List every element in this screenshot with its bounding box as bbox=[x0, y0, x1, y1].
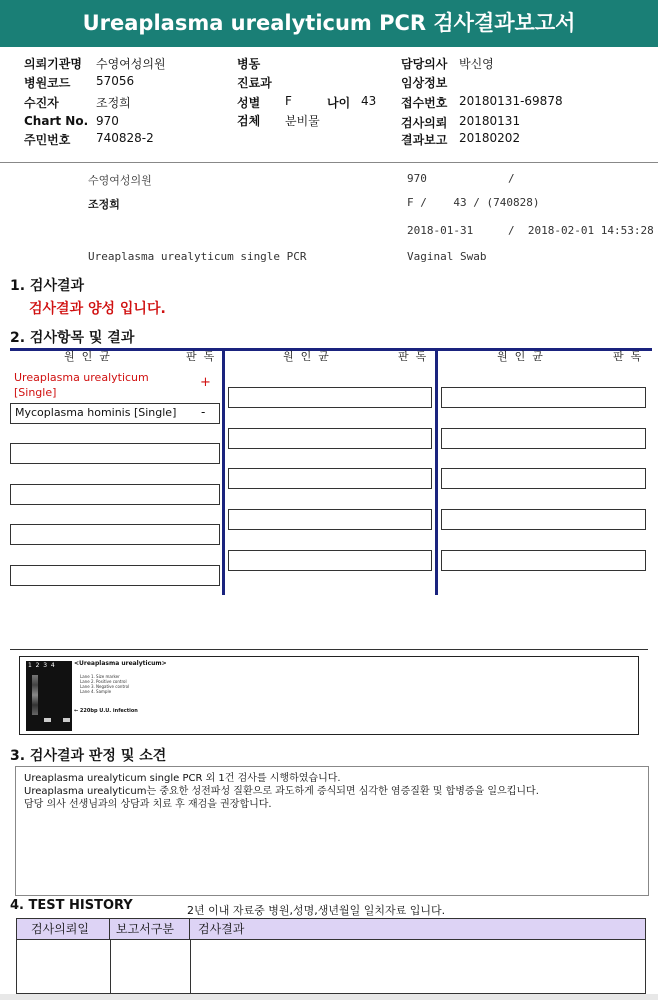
remark-line: 담당 의사 선생님과의 상담과 치료 후 재검을 권장합니다. bbox=[24, 799, 272, 810]
empty-row bbox=[228, 428, 432, 449]
remark-box bbox=[15, 766, 649, 896]
report-label: 결과보고 bbox=[401, 133, 448, 147]
history-col-result: 검사결과 bbox=[198, 922, 245, 936]
band bbox=[63, 718, 70, 722]
section4-title: 4. TEST HISTORY bbox=[10, 898, 133, 913]
hospital-value: 수영여성의원 bbox=[96, 57, 166, 71]
item-result: + bbox=[200, 375, 211, 390]
specimen-value: 분비물 bbox=[285, 114, 320, 128]
legend-line: Lane 4. Sample bbox=[80, 689, 112, 694]
column-divider bbox=[190, 940, 191, 994]
summary-test: Ureaplasma urealyticum single PCR bbox=[88, 250, 307, 263]
column-divider bbox=[110, 940, 111, 994]
gel-image bbox=[26, 661, 72, 731]
summary-hospital: 수영여성의원 bbox=[88, 174, 152, 187]
report-value: 20180202 bbox=[459, 131, 521, 145]
receipt-value: 20180131-69878 bbox=[459, 94, 563, 108]
gel-band-label: ← 220bp U.U. infection bbox=[74, 708, 138, 714]
history-col-date: 검사의뢰일 bbox=[17, 919, 110, 940]
col-pathogen-2: 원 인 균 bbox=[283, 350, 329, 363]
empty-row bbox=[10, 484, 220, 505]
band bbox=[44, 718, 51, 722]
col-judge-3: 판 독 bbox=[613, 350, 642, 363]
summary-sex-age: F / 43 / (740828) bbox=[407, 196, 540, 209]
item-name: Ureaplasma urealyticum [Single] bbox=[14, 371, 149, 399]
empty-row bbox=[441, 509, 646, 530]
summary-date1: 2018-01-31 bbox=[407, 224, 474, 237]
empty-row bbox=[228, 550, 432, 571]
age-label: 나이 bbox=[327, 96, 351, 110]
col-judge-1: 판 독 bbox=[186, 350, 215, 363]
section1-title: 1. 검사결과 bbox=[10, 278, 85, 294]
dept-label: 진료과 bbox=[237, 76, 272, 90]
reg-label: 주민번호 bbox=[24, 133, 71, 147]
receipt-label: 접수번호 bbox=[401, 96, 448, 110]
history-header bbox=[17, 919, 645, 940]
empty-row bbox=[228, 387, 432, 408]
summary-slash: / bbox=[508, 172, 515, 185]
empty-row bbox=[441, 387, 646, 408]
col-judge-2: 판 독 bbox=[398, 350, 427, 363]
hospital-label: 의뢰기관명 bbox=[24, 57, 82, 71]
doctor-value: 박신영 bbox=[459, 57, 494, 71]
request-value: 20180131 bbox=[459, 114, 521, 128]
empty-row bbox=[10, 565, 220, 586]
chart-label: Chart No. bbox=[24, 114, 89, 128]
summary-chart: 970 bbox=[407, 172, 427, 185]
report-title: Ureaplasma urealyticum PCR 검사결과보고서 bbox=[0, 0, 658, 47]
divider bbox=[0, 162, 658, 163]
item-result: - bbox=[201, 405, 206, 419]
empty-row bbox=[441, 468, 646, 489]
empty-row bbox=[441, 428, 646, 449]
marker-ladder bbox=[32, 675, 38, 715]
empty-row bbox=[10, 524, 220, 545]
remark-line: Ureaplasma urealyticum single PCR 외 1건 검사를 시행하였습니다. bbox=[24, 773, 341, 784]
empty-row bbox=[228, 468, 432, 489]
code-value: 57056 bbox=[96, 74, 135, 88]
history-note: 2년 이내 자료중 병원,성명,생년월일 일치자료 입니다. bbox=[187, 904, 446, 917]
item-row-ureaplasma bbox=[11, 370, 219, 402]
result-text: 검사결과 양성 입니다. bbox=[29, 301, 166, 317]
specimen-label: 검체 bbox=[237, 114, 261, 128]
clinical-label: 임상정보 bbox=[401, 76, 448, 90]
item-name: Mycoplasma hominis [Single] bbox=[15, 406, 177, 419]
history-col-type: 보고서구분 bbox=[110, 919, 190, 940]
ward-label: 병동 bbox=[237, 57, 261, 71]
column-divider bbox=[222, 350, 225, 595]
summary-specimen: Vaginal Swab bbox=[407, 250, 487, 263]
code-label: 병원코드 bbox=[24, 76, 71, 90]
patient-label: 수진자 bbox=[24, 96, 59, 110]
remark-line: Ureaplasma urealyticum는 중요한 성전파성 질환으로 과도하게 증식되면 심각한 염증질환 및 합병증을 일으킵니다. bbox=[24, 786, 539, 797]
chart-value: 970 bbox=[96, 114, 119, 128]
patient-value: 조정희 bbox=[96, 96, 131, 110]
sex-label: 성별 bbox=[237, 96, 261, 110]
col-pathogen-3: 원 인 균 bbox=[497, 350, 543, 363]
empty-row bbox=[441, 550, 646, 571]
request-label: 검사의뢰 bbox=[401, 116, 448, 130]
legend-line: Lane 2. Positive control bbox=[80, 679, 127, 684]
history-table bbox=[16, 918, 646, 994]
page-bottom bbox=[0, 994, 658, 1000]
gel-lanes: 1 2 3 4 bbox=[28, 662, 55, 669]
section2-title: 2. 검사항목 및 결과 bbox=[10, 330, 135, 346]
gel-title: <Ureaplasma urealyticum> bbox=[74, 660, 167, 667]
doctor-label: 담당의사 bbox=[401, 57, 448, 71]
divider bbox=[10, 649, 648, 650]
gel-panel bbox=[19, 656, 639, 735]
empty-row bbox=[10, 443, 220, 464]
reg-value: 740828-2 bbox=[96, 131, 154, 145]
col-pathogen-1: 원 인 균 bbox=[64, 350, 110, 363]
legend-line: Lane 1. Size marker bbox=[80, 674, 120, 679]
item-row-mycoplasma bbox=[10, 403, 220, 424]
empty-row bbox=[228, 509, 432, 530]
section3-title: 3. 검사결과 판정 및 소견 bbox=[10, 748, 167, 764]
gel-legend bbox=[80, 674, 129, 694]
column-divider bbox=[435, 350, 438, 595]
sex-value: F bbox=[285, 94, 292, 108]
summary-patient: 조정희 bbox=[88, 198, 120, 211]
summary-date2: / 2018-02-01 14:53:28 bbox=[508, 224, 654, 237]
legend-line: Lane 3. Negative control bbox=[80, 684, 130, 689]
age-value: 43 bbox=[361, 94, 377, 108]
